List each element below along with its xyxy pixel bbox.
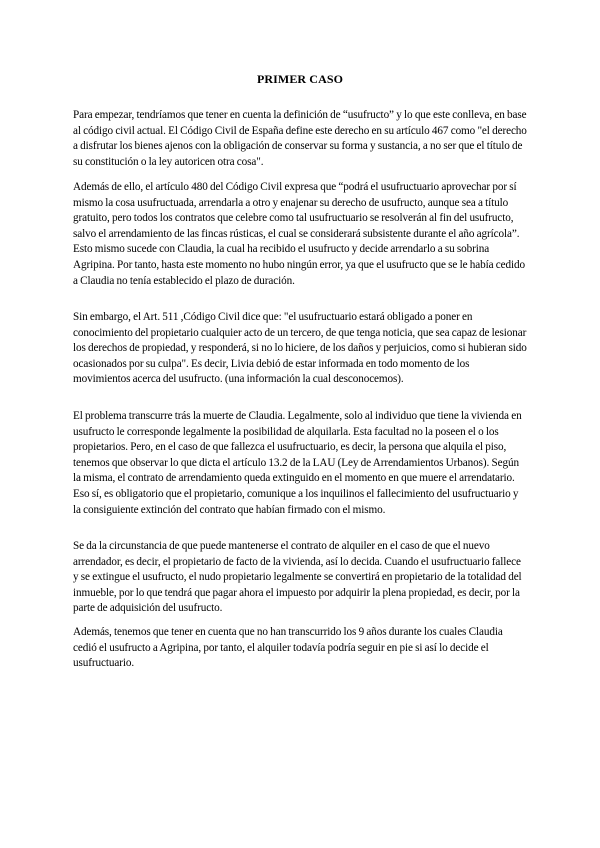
paragraph-article-480: Además de ello, el artículo 480 del Código Civil expresa que “podrá el usufructuario aprovechar por sí mismo la cosa usufructuada, arrendarla a otro y enajenar su derecho de usufructo, aunque sea a título gratuito, pero todos los contratos que celebre como tal usufructuario se resolverán al fin del usufructo, salvo el arrendamiento de las fincas rústicas, el cual se considerará subsistente durante el año agrícola”. Esto mismo sucede con Claudia, la cual ha recibido el usufructo y decide arrendarlo a su sobrina Agripina. Por tanto, hasta este momento no hubo ningún error, ya que el usufructo que se le había cedido a Claudia no tenía establecido el plazo de duración. xyxy=(73,181,526,287)
paragraph-death-of-claudia: El problema transcurre trás la muerte de Claudia. Legalmente, solo al individuo que tiene la vivienda en usufructo le corresponde legalmente la posibilidad de alquilarla. Esta facultad no la poseen el o los propietarios. Pero, en el caso de que fallezca el usufructuario, es decir, la persona que alquila el piso, tenemos que observar lo que dicta el artículo 13.2 de la LAU (Ley de Arrendamientos Urbanos). Según la misma, el contrato de arrendamiento queda extinguido en el momento en que muere el arrendatario. Eso sí, es obligatorio que el propietario, comunique a los inquilinos el fallecimiento del usufructuario y la consiguiente extinción del contrato que habían firmado con el mismo. xyxy=(73,410,522,516)
paragraph-usufructo-definition: Para empezar, tendríamos que tener en cuenta la definición de “usufructo” y lo que este conlleva, en base al código civil actual. El Código Civil de España define este derecho en su artículo 467 como "el derecho a disfrutar los bienes ajenos con la obligación de conservar su forma y sustancia, a no ser que el título de su constitución o la ley autoricen otra cosa". xyxy=(73,109,527,168)
paragraph-nine-years: Además, tenemos que tener en cuenta que no han transcurrido los 9 años durante los cuales Claudia cedió el usufructo a Agripina, por tanto, el alquiler todavía podría seguir en pie si así lo decide el usufructuario. xyxy=(73,626,503,670)
document-title: PRIMER CASO xyxy=(256,72,344,86)
paragraph-article-511: Sin embargo, el Art. 511 ,Código Civil dice que: "el usufructuario estará obligado a poner en conocimiento del propietario cualquier acto de un tercero, de que tenga noticia, que sea capaz de lesionar los derechos de propiedad, y responderá, si no lo hiciere, de los daños y perjuicios, como si hubieran sido ocasionados por su culpa". Es decir, Livia debió de estar informada en todo momento de los movimientos acerca del usufructo. (una información la cual desconocemos). xyxy=(73,311,527,386)
paragraph-contract-maintenance: Se da la circunstancia de que puede mantenerse el contrato de alquiler en el caso de que el nuevo arrendador, es decir, el propietario de facto de la vivienda, así lo decida. Cuando el usufructuario fallece y se extingue el usufructo, el nudo propietario legalmente se convertirá en propietario de la totalidad del inmueble, por lo que tendrá que pagar ahora el impuesto por adquirir la plena propiedad, es decir, por la parte de adquisición del usufructo. xyxy=(73,540,522,615)
